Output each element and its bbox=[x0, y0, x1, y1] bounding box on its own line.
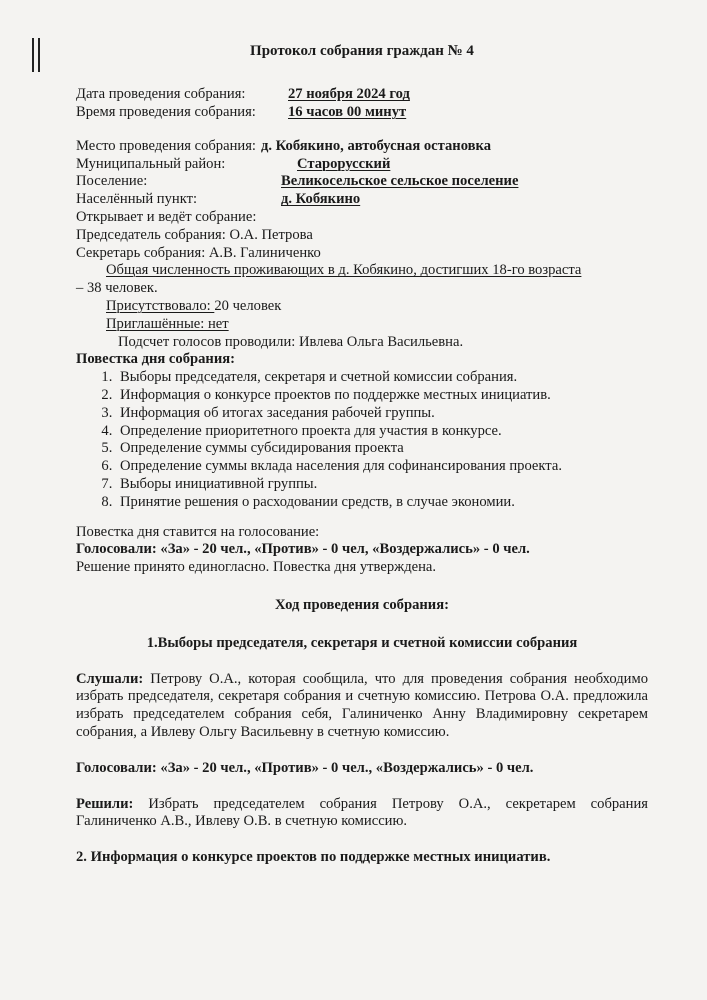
margin-pen-mark bbox=[30, 38, 42, 72]
item1-decided-text: Избрать председателем собрания Петрову О.А., секретарем собрания Галиниченко А.В., Ивлеву О.В. в счетную комиссию. bbox=[76, 795, 648, 830]
item1-heard-paragraph bbox=[76, 671, 648, 742]
item1-heard-text: Петрову О.А., которая сообщила, что для проведения собрания необходимо избрать председателя, секретаря собрания и счетную комиссию. Петрова О.А. предложила избрать председателем собрания себя, Галиниченко Анну Владимировну секретарем собрания, а Ивлеву Ольгу Васильевну в счетную комиссию. bbox=[76, 670, 648, 740]
meeting-time-label: Время проведения собрания: bbox=[76, 104, 256, 121]
population-line-1 bbox=[76, 262, 648, 280]
meeting-date-value: 27 ноября 2024 год bbox=[288, 86, 410, 103]
present-label: Присутствовало: bbox=[106, 298, 215, 315]
settlement-row bbox=[76, 173, 648, 191]
meeting-date-label: Дата проведения собрания: bbox=[76, 86, 246, 103]
chair-line: Председатель собрания: О.А. Петрова bbox=[76, 226, 313, 243]
counting-line: Подсчет голосов проводили: Ивлева Ольга Васильевна. bbox=[118, 333, 464, 350]
agenda-item: 8. Принятие решения о расходовании средств, в случае экономии. bbox=[116, 494, 648, 512]
secretary-line: Секретарь собрания: А.В. Галиниченко bbox=[76, 244, 321, 261]
meeting-time-value: 16 часов 00 минут bbox=[288, 104, 407, 121]
invited-line bbox=[76, 316, 648, 334]
locality-row bbox=[76, 191, 648, 209]
agenda-decision: Решение принято единогласно. Повестка дня утверждена. bbox=[76, 559, 437, 576]
municipal-district-row bbox=[76, 156, 648, 174]
municipal-district-value: Старорусский bbox=[297, 155, 391, 172]
meeting-place-label: Место проведения собрания: bbox=[76, 137, 256, 154]
meeting-date-row bbox=[76, 86, 648, 104]
population-line-2: – 38 человек. bbox=[76, 280, 158, 297]
proceedings-title: Ход проведения собрания: bbox=[275, 597, 449, 614]
agenda-vote-intro: Повестка дня ставится на голосование: bbox=[76, 523, 320, 540]
meeting-place-value: д. Кобякино, автобусная остановка bbox=[260, 137, 491, 154]
agenda-item: 4. Определение приоритетного проекта для участия в конкурсе. bbox=[116, 423, 648, 441]
item1-vote: Голосовали: «За» - 20 чел., «Против» - 0 чел., «Воздержались» - 0 чел. bbox=[76, 759, 534, 776]
agenda-item: 1. Выборы председателя, секретаря и счетной комиссии собрания. bbox=[116, 369, 648, 387]
item1-title: 1.Выборы председателя, секретаря и счетной комиссии собрания bbox=[146, 634, 578, 651]
meeting-place-row bbox=[76, 138, 648, 156]
item1-decided-label: Решили: bbox=[76, 795, 134, 812]
document-body bbox=[76, 42, 648, 867]
agenda-list bbox=[76, 369, 648, 511]
item2-title: 2. Информация о конкурсе проектов по поддержке местных инициатив. bbox=[76, 849, 551, 866]
agenda-item: 3. Информация об итогах заседания рабочей группы. bbox=[116, 405, 648, 423]
meeting-time-row bbox=[76, 104, 648, 122]
agenda-item: 5. Определение суммы субсидирования проекта bbox=[116, 440, 648, 458]
agenda-title: Повестка дня собрания: bbox=[76, 351, 235, 368]
settlement-label: Поселение: bbox=[76, 173, 148, 190]
agenda-item: 6. Определение суммы вклада населения для софинансирования проекта. bbox=[116, 458, 648, 476]
agenda-item: 7. Выборы инициативной группы. bbox=[116, 476, 648, 494]
settlement-value: Великосельское сельское поселение bbox=[281, 173, 519, 190]
present-line bbox=[76, 298, 648, 316]
present-value: 20 человек bbox=[214, 298, 282, 315]
item1-heard-label: Слушали: bbox=[76, 670, 144, 687]
agenda-vote-result: Голосовали: «За» - 20 чел., «Против» - 0 чел, «Воздержались» - 0 чел. bbox=[76, 541, 530, 558]
agenda-item: 2. Информация о конкурсе проектов по поддержке местных инициатив. bbox=[116, 387, 648, 405]
locality-label: Населённый пункт: bbox=[76, 191, 198, 208]
opens-line: Открывает и ведёт собрание: bbox=[76, 209, 257, 226]
population-text: Общая численность проживающих в д. Кобякино, достигших 18-го возраста bbox=[106, 262, 582, 279]
document-title: Протокол собрания граждан № 4 bbox=[250, 43, 474, 59]
item1-decided-paragraph bbox=[76, 796, 648, 832]
invited-text: Приглашённые: нет bbox=[106, 315, 229, 332]
municipal-district-label: Муниципальный район: bbox=[76, 155, 226, 172]
locality-value: д. Кобякино bbox=[281, 191, 361, 208]
